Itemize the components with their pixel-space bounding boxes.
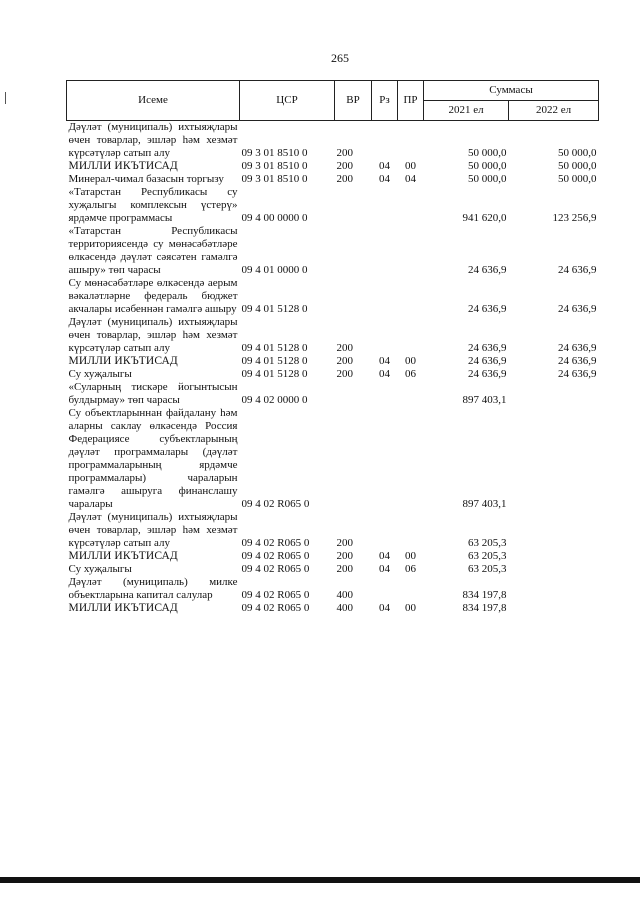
row-amount-2021: 50 000,0: [468, 173, 507, 185]
table-row: [67, 173, 599, 186]
row-vr: 200: [336, 537, 353, 549]
row-name: «Суларның тискәре йогынтысын булдырмау» төп чарасы: [68, 381, 238, 406]
table-row: [67, 381, 599, 407]
row-pr: [398, 316, 424, 355]
row-csr: 09 4 02 R065 0: [241, 550, 310, 562]
row-csr: 09 4 00 0000 0: [241, 212, 308, 224]
row-csr: 09 3 01 8510 0: [241, 173, 308, 185]
row-csr: 09 4 02 R065 0: [241, 602, 310, 614]
table-row: [67, 316, 599, 355]
row-amount-2022: 24 636,9: [558, 368, 597, 380]
row-amount-2021: 63 205,3: [468, 563, 507, 575]
row-vr: 200: [336, 160, 353, 172]
row-pr: [398, 407, 424, 511]
row-amount-2022: 24 636,9: [558, 342, 597, 354]
row-csr: 09 4 01 5128 0: [241, 303, 308, 315]
row-amount-2022: [509, 381, 599, 407]
row-name: «Татарстан Республикасы су хуҗалыгы комплексын үстерү» ярдәмче программасы: [68, 186, 238, 224]
row-amount-2021: 834 197,8: [462, 602, 507, 614]
table-row: [67, 407, 599, 511]
header-pr: ПР: [398, 81, 424, 121]
table-row: [67, 550, 599, 563]
row-pr: 06: [405, 368, 416, 380]
row-name: Су объектларыннан файдалану һәм аларны саклау өлкәсендә Россия Федерациясе субъектларының дәүләт программалары (дәүләт программаларының ярдәмче программалары) чараларын гамәлгә ашыруга финанслашу чаралары: [68, 407, 238, 510]
row-pr: [398, 511, 424, 550]
row-rz: 04: [379, 550, 390, 562]
row-rz: [372, 225, 398, 277]
row-amount-2021: 897 403,1: [462, 394, 507, 406]
header-year-2022: 2022 ел: [509, 101, 599, 121]
row-name: МИЛЛИ ИКЪТИСАД: [68, 550, 178, 562]
row-amount-2021: 50 000,0: [468, 147, 507, 159]
row-csr: 09 4 02 R065 0: [241, 589, 310, 601]
row-name: Су хуҗалыгы: [68, 563, 132, 575]
row-amount-2021: 834 197,8: [462, 589, 507, 601]
header-sums: Суммасы: [424, 81, 599, 101]
row-rz: 04: [379, 355, 390, 367]
row-rz: [372, 381, 398, 407]
row-rz: [372, 277, 398, 316]
table-row: [67, 511, 599, 550]
scan-edge-bar: [0, 877, 640, 883]
table-row: [67, 368, 599, 381]
row-rz: 04: [379, 173, 390, 185]
row-pr: 00: [405, 602, 416, 614]
row-pr: 04: [405, 173, 416, 185]
row-vr: [335, 381, 372, 407]
table-row: [67, 563, 599, 576]
row-vr: [335, 225, 372, 277]
header-name: Исеме: [67, 81, 240, 121]
row-csr: 09 4 02 R065 0: [241, 498, 310, 510]
row-vr: [335, 277, 372, 316]
row-csr: 09 4 01 0000 0: [241, 264, 308, 276]
header-vr: ВР: [335, 81, 372, 121]
row-rz: [372, 576, 398, 602]
row-pr: [398, 225, 424, 277]
row-name: Дәүләт (муниципаль) ихтыяҗлары өчен товарлар, эшләр һәм хезмәт күрсәтүләр сатып алу: [68, 121, 238, 159]
row-csr: 09 3 01 8510 0: [241, 160, 308, 172]
row-csr: 09 4 02 0000 0: [241, 394, 308, 406]
row-vr: [335, 186, 372, 225]
header-year-2021: 2021 ел: [424, 101, 509, 121]
row-name: Дәүләт (муниципаль) ихтыяҗлары өчен товарлар, эшләр һәм хезмәт күрсәтүләр сатып алу: [68, 511, 238, 549]
row-amount-2021: 24 636,9: [468, 342, 507, 354]
row-amount-2022: 50 000,0: [558, 147, 597, 159]
row-vr: 200: [336, 563, 353, 575]
page-number: 265: [331, 51, 349, 65]
row-vr: 200: [336, 355, 353, 367]
row-rz: [372, 186, 398, 225]
row-amount-2021: 24 636,9: [468, 303, 507, 315]
row-rz: 04: [379, 160, 390, 172]
row-vr: 200: [336, 173, 353, 185]
row-amount-2022: 123 256,9: [552, 212, 597, 224]
row-pr: 00: [405, 355, 416, 367]
row-pr: [398, 381, 424, 407]
row-amount-2021: 50 000,0: [468, 160, 507, 172]
row-vr: 200: [336, 550, 353, 562]
row-amount-2022: [509, 511, 599, 550]
row-rz: 04: [379, 368, 390, 380]
table-row: [67, 277, 599, 316]
row-name: МИЛЛИ ИКЪТИСАД: [68, 602, 178, 614]
row-name: МИЛЛИ ИКЪТИСАД: [68, 160, 178, 172]
row-amount-2021: 24 636,9: [468, 355, 507, 367]
row-csr: 09 4 02 R065 0: [241, 537, 310, 549]
row-vr: [335, 407, 372, 511]
row-amount-2022: 50 000,0: [558, 173, 597, 185]
row-name: Минерал-чимал базасын торгызу: [68, 173, 224, 185]
row-vr: 400: [336, 589, 353, 601]
row-amount-2022: 24 636,9: [558, 303, 597, 315]
header-csr: ЦСР: [240, 81, 335, 121]
table-row: [67, 576, 599, 602]
row-name: «Татарстан Республикасы территориясендә су мөнәсәбәтләре өлкәсендә дәүләт сәясәтен гамәлгә ашыру» төп чарасы: [68, 225, 238, 276]
row-csr: 09 4 01 5128 0: [241, 355, 308, 367]
row-amount-2021: 897 403,1: [462, 498, 507, 510]
row-amount-2022: [509, 576, 599, 602]
row-name: Дәүләт (муниципаль) милке объектларына капитал салулар: [68, 576, 238, 601]
table-row: [67, 225, 599, 277]
header-rz: Рз: [372, 81, 398, 121]
row-rz: [372, 407, 398, 511]
row-vr: 200: [336, 342, 353, 354]
row-name: Су мөнәсәбәтләре өлкәсендә аерым вәкаләтләрне федераль бюджет акчалары исәбеннән гамәлгә ашыру: [68, 277, 238, 315]
row-pr: 00: [405, 550, 416, 562]
row-rz: 04: [379, 563, 390, 575]
row-amount-2021: 24 636,9: [468, 264, 507, 276]
row-vr: 200: [336, 368, 353, 380]
table-row: [67, 121, 599, 161]
row-name: МИЛЛИ ИКЪТИСАД: [68, 355, 178, 367]
row-amount-2022: [509, 602, 599, 615]
row-pr: [398, 186, 424, 225]
row-csr: 09 4 01 5128 0: [241, 368, 308, 380]
table-row: [67, 602, 599, 615]
row-amount-2022: 50 000,0: [558, 160, 597, 172]
table-body: [67, 121, 599, 616]
table-row: [67, 355, 599, 368]
row-amount-2022: 24 636,9: [558, 264, 597, 276]
row-amount-2022: [509, 407, 599, 511]
row-name: Дәүләт (муниципаль) ихтыяҗлары өчен товарлар, эшләр һәм хезмәт күрсәтүләр сатып алу: [68, 316, 238, 354]
row-vr: 400: [336, 602, 353, 614]
row-amount-2022: [509, 563, 599, 576]
row-pr: 06: [405, 563, 416, 575]
row-amount-2022: [509, 550, 599, 563]
row-pr: [398, 576, 424, 602]
row-csr: 09 4 02 R065 0: [241, 563, 310, 575]
row-csr: 09 4 01 5128 0: [241, 342, 308, 354]
margin-mark: [5, 92, 6, 104]
table-row: [67, 160, 599, 173]
row-rz: [372, 121, 398, 161]
row-rz: [372, 316, 398, 355]
row-vr: 200: [336, 147, 353, 159]
row-amount-2021: 63 205,3: [468, 537, 507, 549]
row-pr: 00: [405, 160, 416, 172]
row-pr: [398, 121, 424, 161]
row-name: Су хуҗалыгы: [68, 368, 132, 380]
table-row: [67, 186, 599, 225]
row-amount-2021: 941 620,0: [462, 212, 507, 224]
row-amount-2021: 24 636,9: [468, 368, 507, 380]
row-rz: [372, 511, 398, 550]
row-amount-2021: 63 205,3: [468, 550, 507, 562]
row-amount-2022: 24 636,9: [558, 355, 597, 367]
row-rz: 04: [379, 602, 390, 614]
row-pr: [398, 277, 424, 316]
budget-table: [66, 80, 599, 615]
row-csr: 09 3 01 8510 0: [241, 147, 308, 159]
